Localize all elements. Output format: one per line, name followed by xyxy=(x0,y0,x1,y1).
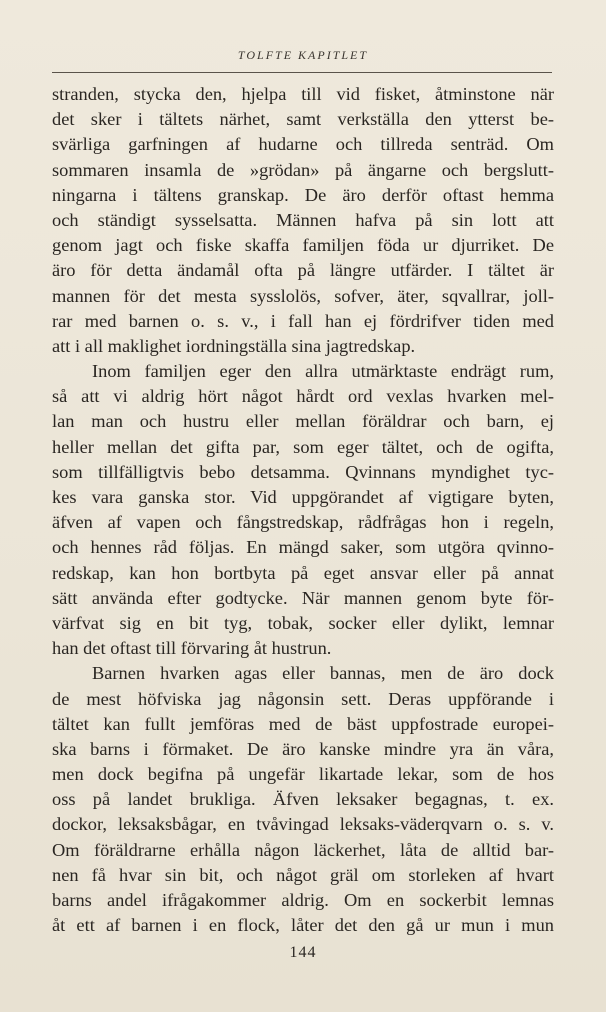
text-line: barns andel ifrågakommer aldrig. Om en sockerbit lemnas xyxy=(52,890,554,910)
text-line: oss på landet brukliga. Äfven leksaker begagnas, t. ex. xyxy=(52,789,554,810)
page-number: 144 xyxy=(289,944,317,961)
text-line: han det oftast till förvaring åt hustrun. xyxy=(52,638,332,659)
text-line: lan man och hustru eller mellan föräldrar och barn, ej xyxy=(52,411,554,432)
text-line: Om föräldrarne erhålla någon läckerhet, låta de alltid bar- xyxy=(52,839,554,860)
text-line: som tillfälligtvis bebo detsamma. Qvinnans myndighet tyc- xyxy=(52,461,554,482)
text-line: kes vara ganska stor. Vid uppgörandet af vigtigare byten, xyxy=(52,487,554,507)
text-line: Barnen hvarken agas eller bannas, men de äro dock xyxy=(92,663,554,684)
text-line: redskap, kan hon bortbyta på eget ansvar eller på annat xyxy=(52,562,554,583)
text-line: svärliga garfningen af hudarne och tillreda senträd. Om xyxy=(52,134,554,155)
text-line: det sker i tältets närhet, samt verkställa den ytterst be- xyxy=(52,109,554,130)
text-line: genom jagt och fiske skaffa familjen föda ur djurriket. De xyxy=(52,235,554,256)
text-line: sätt använda efter godtycke. När mannen genom byte för- xyxy=(52,587,554,608)
running-head: TOLFTE KAPITLET xyxy=(237,48,369,62)
text-line: Inom familjen eger den allra utmärktaste endrägt rum, xyxy=(92,361,554,382)
text-line: äfven af vapen och fångstredskap, rådfrågas hon i regeln, xyxy=(52,512,554,533)
text-line: åt ett af barnen i en flock, låter det den gå ur mun i mun xyxy=(52,915,554,936)
text-line: sommaren insamla de »grödan» på ängarne och bergslutt- xyxy=(52,159,554,180)
text-line: nen få hvar sin bit, och något gräl om storleken af hvart xyxy=(52,864,554,885)
text-line: tältet kan fullt jemföras med de bäst uppfostrade europei- xyxy=(52,713,554,734)
text-line: äro för detta ändamål ofta på längre utfärder. I tältet är xyxy=(52,260,554,281)
text-line: ningarna i tältens granskap. De äro derför oftast hemma xyxy=(52,184,554,205)
text-line: värfvat sig en bit tyg, tobak, socker eller dylikt, lemnar xyxy=(52,612,554,633)
text-line: och hennes råd följas. En mängd saker, som utgöra qvinno- xyxy=(52,537,554,558)
text-line: mannen för det mesta sysslolös, sofver, äter, sqvallrar, joll- xyxy=(52,285,554,306)
text-line: dockor, leksaksbågar, en tvåvingad leksaks-väderqvarn o. s. v. xyxy=(52,814,554,835)
text-line: heller mellan det gifta par, som eger tältet, och de ogifta, xyxy=(52,436,554,457)
text-line: att i all maklighet iordningställa sina jagtredskap. xyxy=(52,335,416,356)
text-line: ska barns i förmaket. De äro kanske mindre yra än våra, xyxy=(52,738,554,759)
text-line: och ständigt sysselsatta. Männen hafva på sin lott att xyxy=(52,209,554,230)
text-line: de mest höfviska jag någonsin sett. Deras uppförande i xyxy=(52,688,554,709)
header-rule xyxy=(52,72,552,73)
text-line: stranden, stycka den, hjelpa till vid fisket, åtminstone när xyxy=(52,84,554,104)
text-line: så att vi aldrig hört något hårdt ord vexlas hvarken mel- xyxy=(52,386,554,407)
body-text xyxy=(52,82,554,938)
text-line: rar med barnen o. s. v., i fall han ej fördrifver tiden med xyxy=(52,310,554,331)
text-line: men dock begifna på ungefär likartade lekar, som de hos xyxy=(52,764,554,785)
